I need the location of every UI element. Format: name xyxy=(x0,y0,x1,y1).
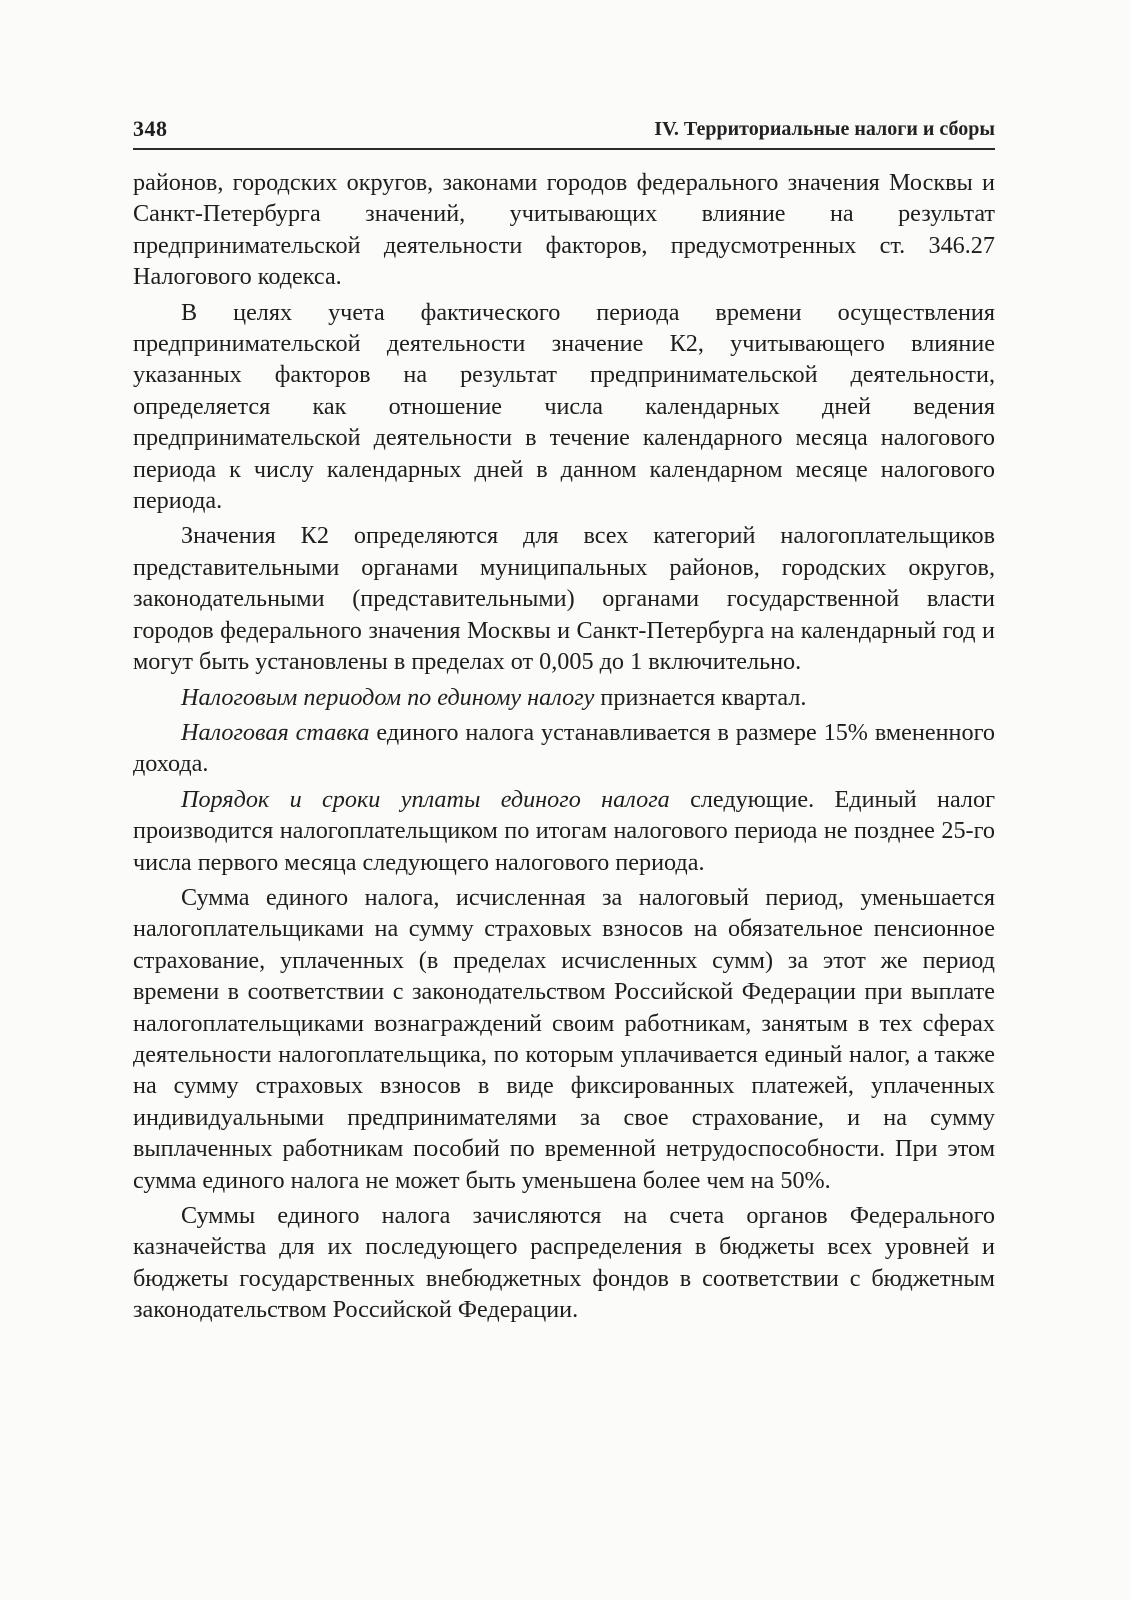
paragraph-text: В целях учета фактического периода времени осуществления предпринимательской деятельности значение К2, учитывающего влияние указанных факторов на результат предпринимательской деятельности, определяется как отношение числа календарных дней ведения предпринимательской деятельности в течение календарного месяца налогового периода к числу календарных дней в данном календарном месяце налогового периода. xyxy=(133,298,995,515)
paragraph-text: единого налога устанавливается в размере 15% вмененного дохода. xyxy=(133,718,995,778)
paragraph-text: признается квартал. xyxy=(594,683,807,711)
term-payment-terms: Порядок и сроки уплаты единого налога xyxy=(181,785,670,813)
paragraph-text: следующие. Единый налог производится налогоплательщиком по итогам налогового периода не позднее 25-го числа первого месяца следующего налогового периода. xyxy=(133,785,996,876)
paragraph-payment-terms xyxy=(133,784,995,878)
paragraph-text: Сумма единого налога, исчисленная за налоговый период, уменьшается налогоплательщиками на сумму страховых взносов на обязательное пенсионное страхование, уплаченных (в пределах исчисленных сумм) за этот же период времени в соответствии с законодательством Российской Федерации при выплате налогоплательщиками вознаграждений своим работникам, занятым в тех сферах деятельности налогоплательщика, по которым уплачивается единый налог, а также на сумму страховых взносов в виде фиксированных платежей, уплаченных индивидуальными предпринимателями за свое страхование, и на сумму выплаченных работникам пособий по временной нетрудоспособности. При этом сумма единого налога не может быть уменьшена более чем на 50%. xyxy=(133,883,995,1194)
paragraph-continuation xyxy=(133,167,995,293)
paragraph-text: Суммы единого налога зачисляются на счета органов Федерального казначейства для их последующего распределения в бюджеты всех уровней и бюджеты государственных внебюджетных фондов в соответствии с бюджетным законодательством Российской Федерации. xyxy=(133,1202,995,1324)
term-tax-rate: Налоговая ставка xyxy=(181,718,370,746)
page-number: 348 xyxy=(133,116,168,141)
paragraph-text: районов, городских округов, законами городов федерального значения Москвы и Санкт-Петербурга значений, учитывающих влияние на результат предпринимательской деятельности факторов, предусмотренных ст. 346.27 Налогового кодекса. xyxy=(133,169,995,291)
paragraph-tax-period xyxy=(133,682,995,713)
paragraph-text: Значения К2 определяются для всех категорий налогоплательщиков представительными органами муниципальных районов, городских округов, законодательными (представительными) органами государственной власти городов федерального значения Москвы и Санкт-Петербурга на календарный год и могут быть установлены в пределах от 0,005 до 1 включительно. xyxy=(133,522,995,676)
paragraph-k2-values xyxy=(133,520,995,677)
running-head: IV. Территориальные налоги и сборы xyxy=(654,118,995,140)
paragraph-tax-reduction xyxy=(133,882,995,1196)
paragraph-k2-calculation xyxy=(133,297,995,517)
paragraph-tax-allocation xyxy=(133,1200,995,1326)
term-tax-period: Налоговым периодом по единому налогу xyxy=(181,683,595,711)
page-header xyxy=(133,112,995,150)
body-text xyxy=(133,167,995,1326)
paragraph-tax-rate xyxy=(133,717,995,780)
